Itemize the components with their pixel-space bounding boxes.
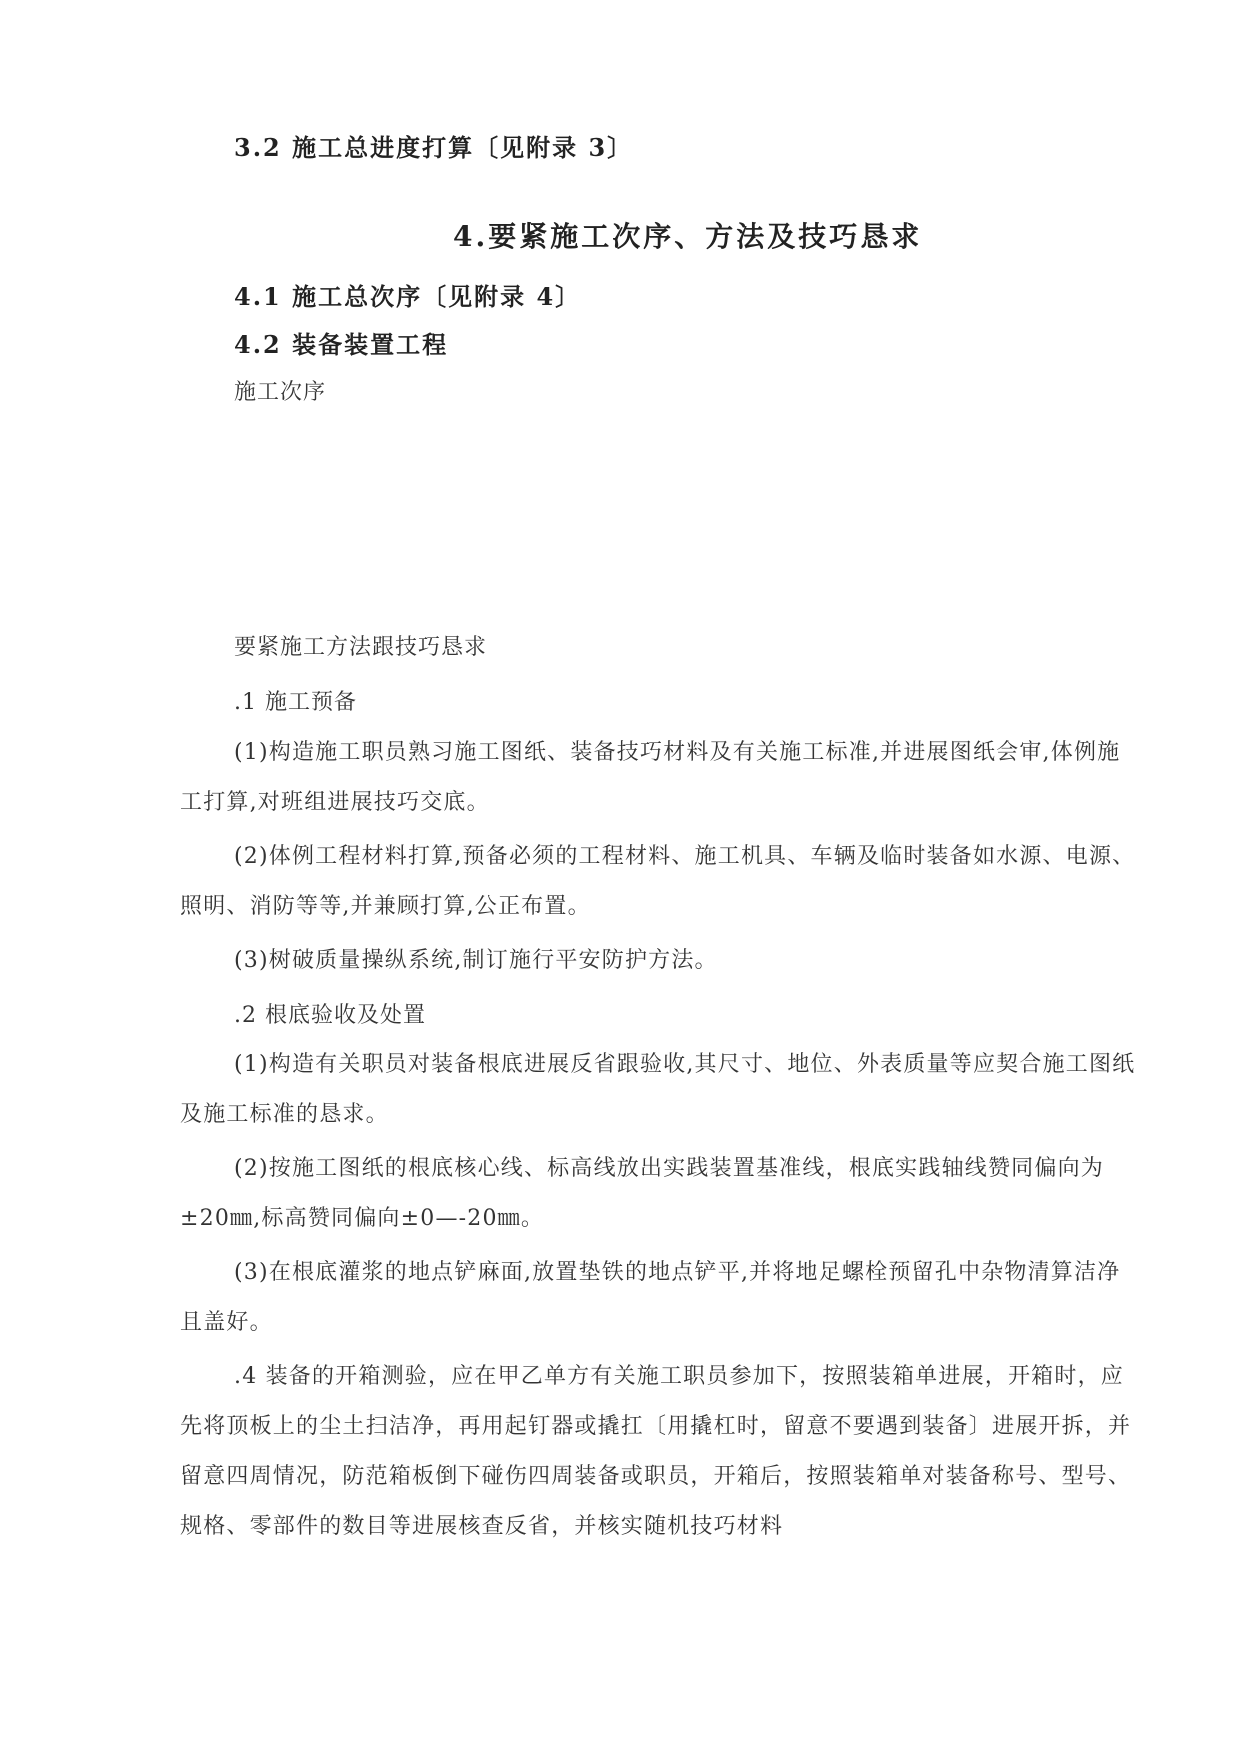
paragraph-s2-3: (3)在根底灌浆的地点铲麻面,放置垫铁的地点铲平,并将地足螺栓预留孔中杂物清算洁净且盖好。	[180, 1260, 1121, 1335]
section-2-title: .2 根底验收及处置	[234, 1003, 426, 1028]
heading-4: 4.要紧施工次序、方法及技巧恳求	[453, 220, 923, 253]
paragraph-s1-1: (1)构造施工职员熟习施工图纸、装备技巧材料及有关施工标准,并进展图纸会审,体例施工打算,对班组进展技巧交底。	[180, 740, 1121, 815]
heading-4-2: 4.2 装备装置工程	[234, 330, 449, 359]
paragraph-s2-1: (1)构造有关职员对装备根底进展反省跟验收,其尺寸、地位、外表质量等应契合施工图纸及施工标准的恳求。	[180, 1052, 1136, 1127]
paragraph-s1-3: (3)树破质量操纵系统,制订施行平安防护方法。	[234, 948, 718, 973]
section-1-title: .1 施工预备	[234, 690, 357, 715]
paragraph-s4: .4 装备的开箱测验，应在甲乙单方有关施工职员参加下，按照装箱单进展，开箱时，应先将顶板上的尘土扫洁净，再用起钉器或撬扛〔用撬杠时，留意不要遇到装备〕进展开拆，并留意四周情况，防范箱板倒下碰伤四周装备或职员，开箱后，按照装箱单对装备称号、型号、规格、零部件的数目等进展核查反省，并核实随机技巧材料	[180, 1364, 1132, 1539]
text-construction-sequence: 施工次序	[234, 380, 327, 405]
paragraph-s1-2: (2)体例工程材料打算,预备必须的工程材料、施工机具、车辆及临时装备如水源、电源、照明、消防等等,并兼顾打算,公正布置。	[180, 844, 1136, 919]
heading-4-1: 4.1 施工总次序〔见附录 4〕	[234, 282, 582, 311]
paragraph-s2-2: (2)按施工图纸的根底核心线、标高线放出实践装置基准线，根底实践轴线赞同偏向为±20㎜,标高赞同偏向±0—-20㎜。	[180, 1156, 1104, 1231]
text-main-methods: 要紧施工方法跟技巧恳求	[234, 635, 488, 660]
heading-3-2: 3.2 施工总进度打算〔见附录 3〕	[234, 133, 634, 162]
